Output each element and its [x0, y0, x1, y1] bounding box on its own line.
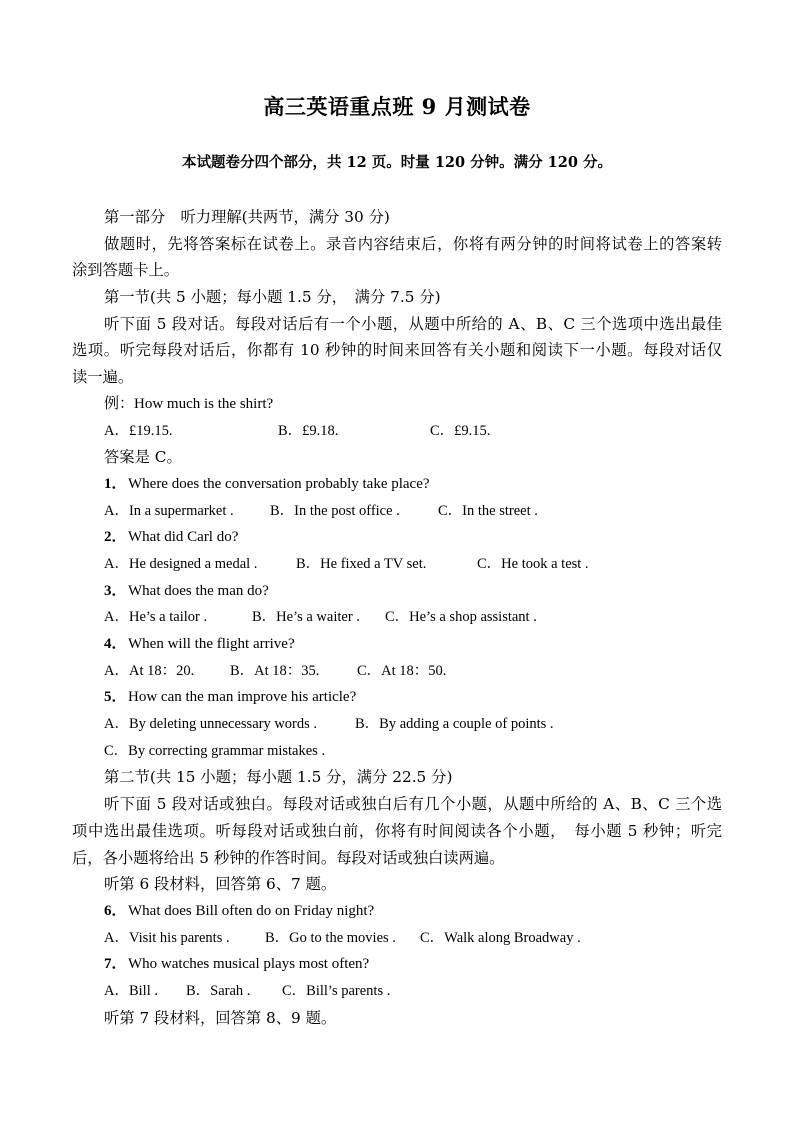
question-text: When will the flight arrive? [128, 636, 295, 652]
question-text: How can the man improve his article? [128, 689, 357, 706]
option-c: C．By correcting grammar mistakes . [104, 742, 326, 759]
option-a: A．Bill . [104, 982, 158, 999]
question-text: What does Bill often do on Friday night? [128, 902, 375, 919]
section1-instruction-line: 听下面 5 段对话。每段对话后有一个小题，从题中所给的 A、B、C 三个选项中选出最佳 [104, 314, 722, 333]
option-a: A．In a supermarket . [104, 502, 234, 519]
question-text: What did Carl do? [128, 529, 239, 546]
question-4-options [0, 658, 722, 685]
option-b: B．In the post office . [270, 502, 400, 519]
exam-body [0, 204, 794, 1031]
option-a: A．He’s a tailor . [104, 609, 208, 626]
section2-heading: 第二节(共 15 小题；每小题 1.5 分，满分 22.5 分) [104, 768, 453, 787]
question-7-options [0, 978, 722, 1005]
option-c: C．In the street . [438, 502, 538, 519]
question-3-options [0, 604, 722, 631]
option-b: B．At 18：35. [230, 662, 320, 679]
material-7-heading: 听第 7 段材料，回答第 8、9 题。 [104, 1008, 337, 1027]
option-c: C．Bill’s parents . [282, 982, 391, 999]
option-a: A．Visit his parents . [104, 929, 230, 946]
section2-instruction-line: 项中选出最佳选项。听每段对话或独白前，你将有时间阅读各个小题， 每小题 5 秒钟；听完 [72, 821, 722, 840]
option-c: C．He’s a shop assistant . [385, 609, 537, 626]
question-5 [0, 684, 722, 711]
question-2 [0, 524, 722, 551]
exam-info: 本试题卷分四个部分，共 12 页。时量 120 分钟。满分 120 分。 [182, 154, 612, 171]
example-answer: 答案是 C。 [104, 448, 182, 467]
material-6-heading: 听第 6 段材料，回答第 6、7 题。 [104, 875, 337, 894]
section1-instruction-line: 选项。听完每段对话后，你都有 10 秒钟的时间来回答有关小题和阅读下一小题。每段对话仅 [72, 341, 722, 360]
example-options [0, 418, 722, 445]
question-7 [0, 951, 722, 978]
section1-heading: 第一节(共 5 小题；每小题 1.5 分， 满分 7.5 分) [104, 288, 441, 307]
question-1-options [0, 498, 722, 525]
question-number: 5． [104, 689, 127, 706]
question-1 [0, 471, 722, 498]
question-number: 2． [104, 529, 127, 546]
option-a: A．At 18：20. [104, 662, 195, 679]
option-b: B．He’s a waiter . [252, 609, 360, 626]
section2-instruction-line: 听下面 5 段对话或独白。每段对话或独白后有几个小题，从题中所给的 A、B、C 三个选 [104, 795, 722, 814]
option-a: A．£19.15. [104, 422, 173, 439]
question-6 [0, 898, 722, 925]
option-a: A．By deleting unnecessary words . [104, 716, 318, 733]
option-c: C．£9.15. [430, 422, 491, 439]
question-number: 6． [104, 902, 127, 919]
page-title: 高三英语重点班 9 月测试卷 [263, 94, 531, 119]
option-c: C．Walk along Broadway . [420, 929, 581, 946]
option-b: B．£9.18. [278, 422, 339, 439]
option-c: C．At 18：50. [357, 662, 447, 679]
section2-instruction-line: 后，各小题将给出 5 秒钟的作答时间。每段对话或独白读两遍。 [72, 848, 505, 867]
option-b: B．Sarah . [186, 982, 251, 999]
question-5-options [0, 711, 722, 738]
question-5-options-continued [0, 738, 722, 765]
question-number: 1． [104, 475, 127, 492]
option-b: B．By adding a couple of points . [355, 716, 554, 733]
question-6-options [0, 925, 722, 952]
example-question: 例：How much is the shirt? [104, 395, 274, 412]
option-a: A．He designed a medal . [104, 555, 258, 572]
question-3 [0, 578, 722, 605]
question-2-options [0, 551, 722, 578]
part1-instruction-line: 涂到答题卡上。 [72, 261, 180, 280]
question-number: 4． [104, 636, 127, 652]
option-c: C．He took a test . [477, 555, 589, 572]
question-4 [0, 631, 722, 658]
section1-instruction-line: 读一遍。 [72, 368, 134, 387]
part1-instruction-line: 做题时，先将答案标在试卷上。录音内容结束后，你将有两分钟的时间将试卷上的答案转 [104, 234, 722, 253]
question-text: Who watches musical plays most often? [128, 956, 370, 973]
question-number: 7． [104, 956, 127, 973]
question-number: 3． [104, 582, 127, 599]
question-text: Where does the conversation probably take place? [128, 475, 430, 492]
option-b: B．Go to the movies . [265, 929, 396, 946]
option-b: B．He fixed a TV set. [296, 555, 427, 572]
part1-heading: 第一部分 听力理解(共两节，满分 30 分) [104, 208, 390, 226]
question-text: What does the man do? [128, 582, 269, 599]
